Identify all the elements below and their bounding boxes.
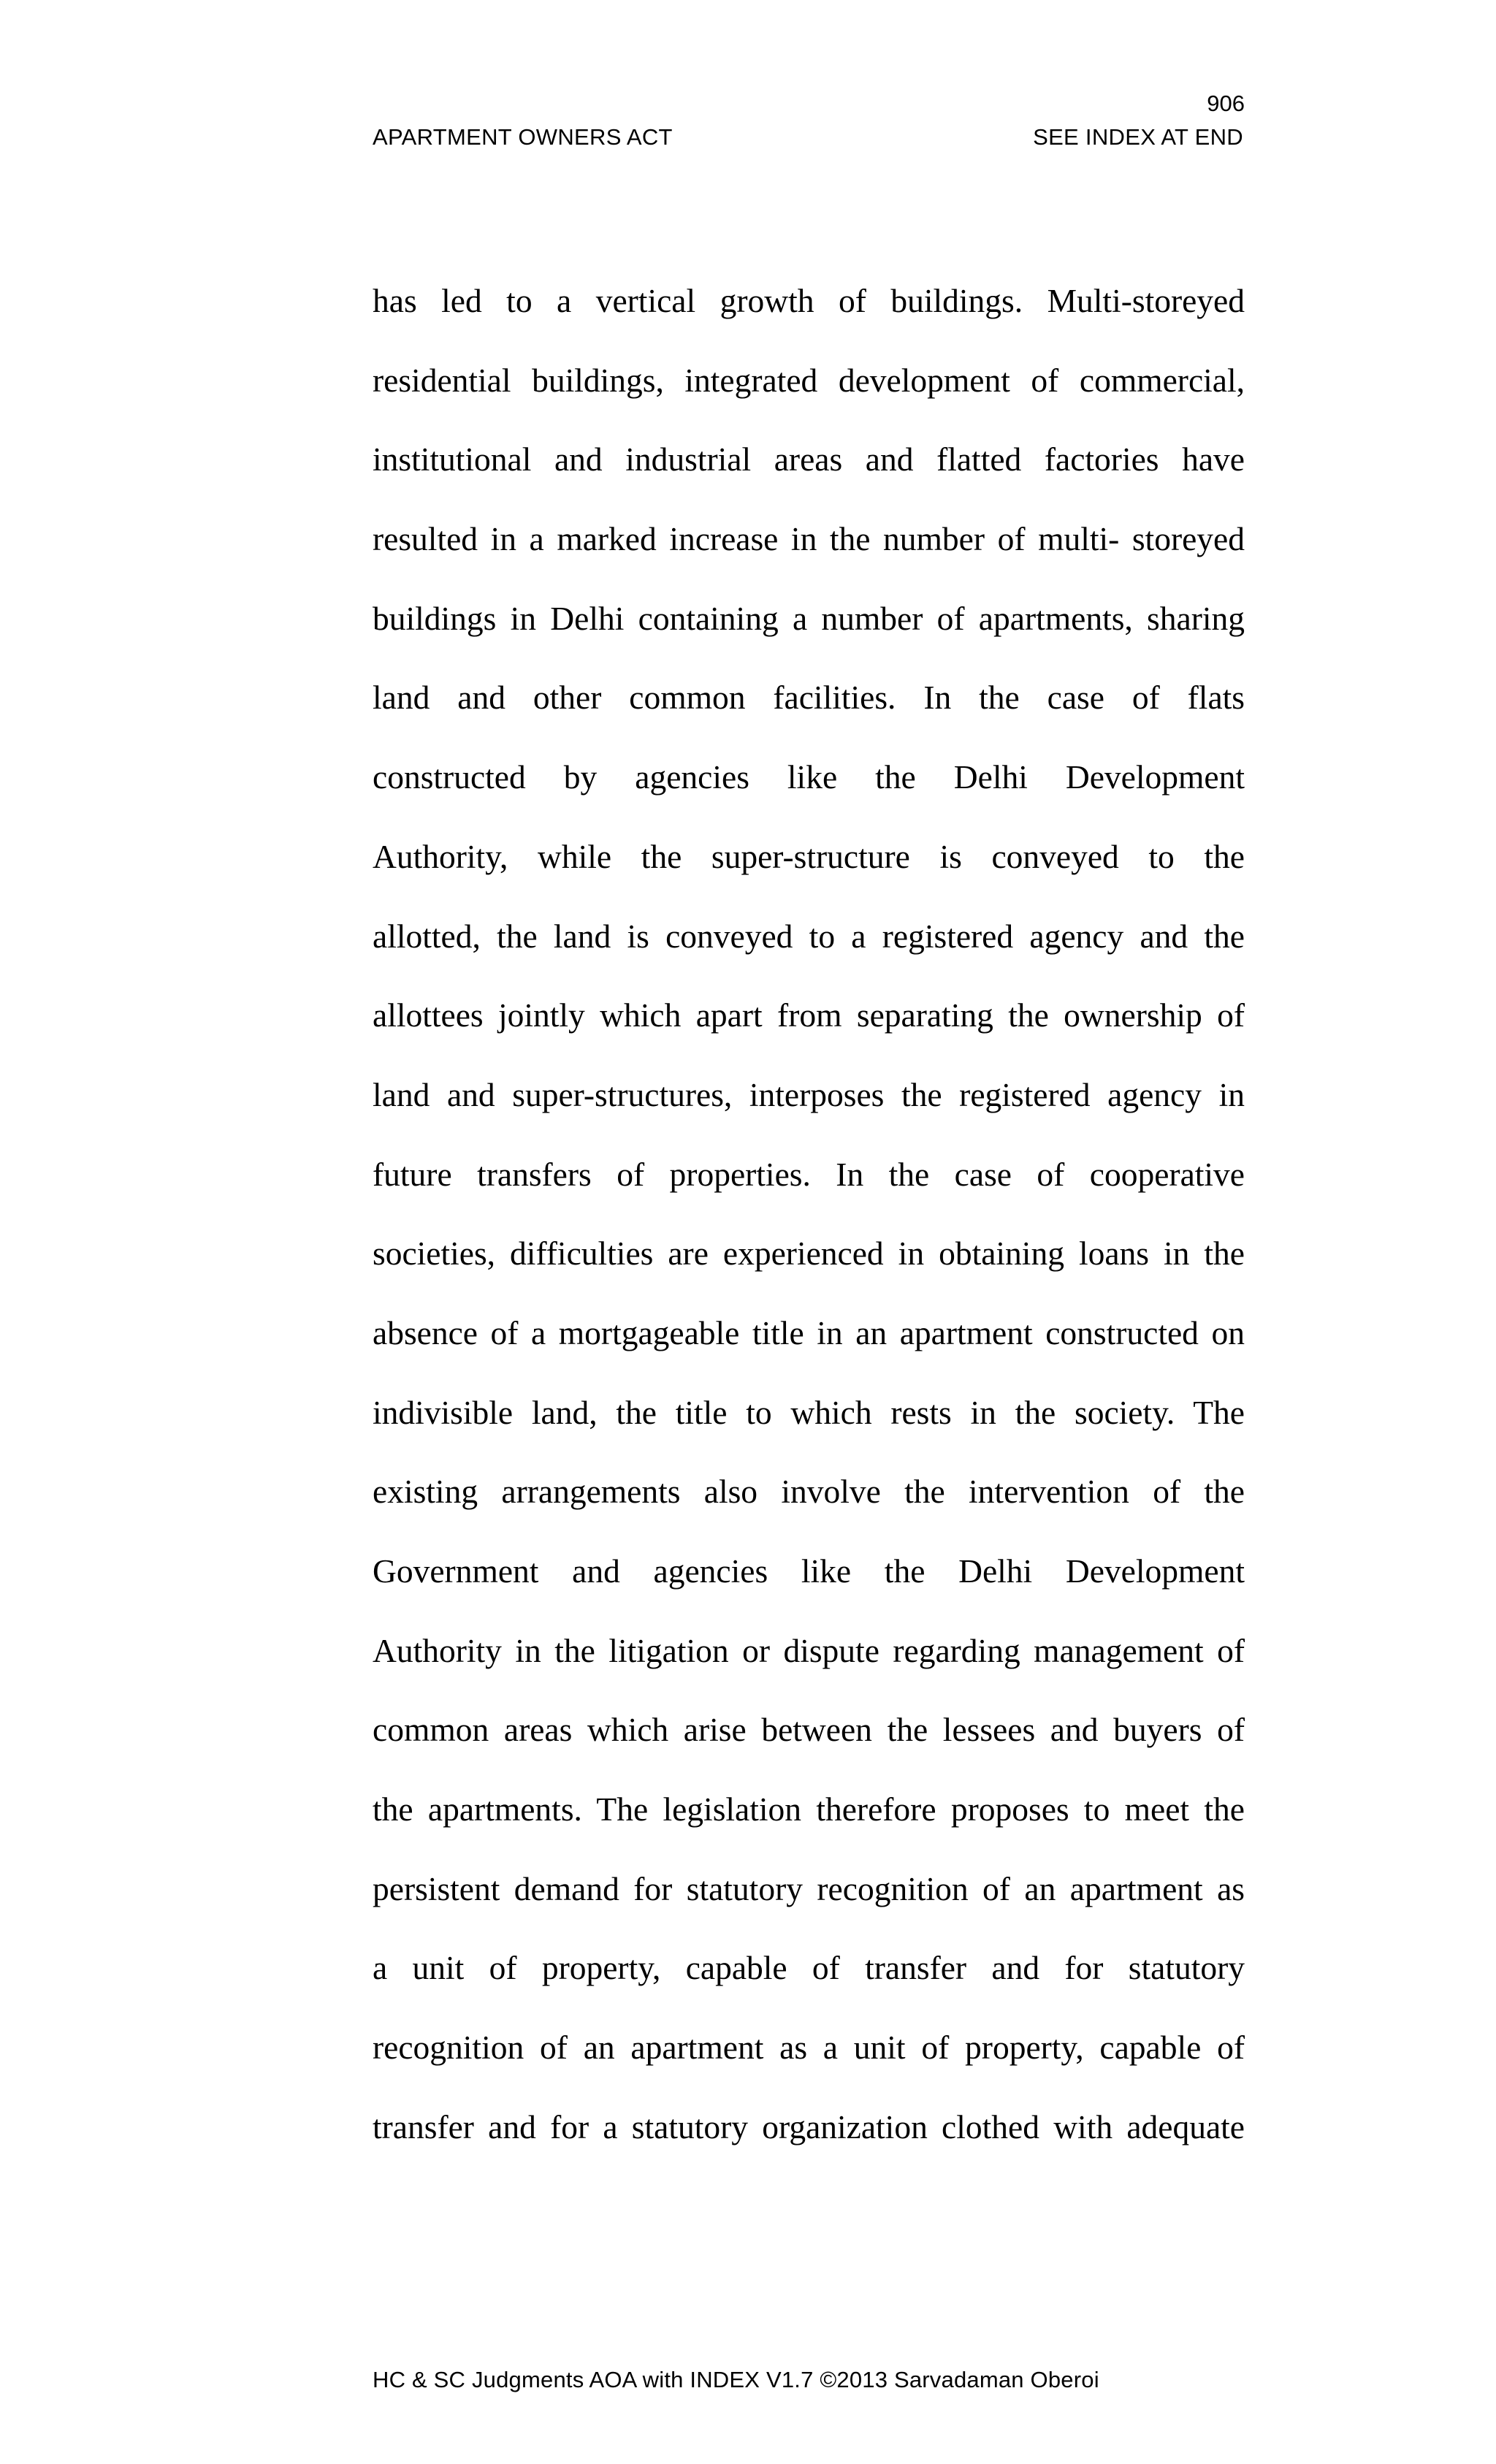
text-line: a unit of property, capable of transfer and for statutory — [373, 1949, 1245, 1987]
header-act-title: APARTMENT OWNERS ACT — [373, 124, 673, 150]
text-line: persistent demand for statutory recognition of an apartment as — [373, 1869, 1245, 1907]
body-paragraph — [373, 262, 1245, 2167]
text-line: transfer and for a statutory organization clothed with adequate — [373, 2108, 1245, 2145]
page-footer: HC & SC Judgments AOA with INDEX V1.7 ©2013 Sarvadaman Oberoi — [373, 2367, 1099, 2392]
text-line: residential buildings, integrated development of commercial, — [373, 361, 1245, 399]
text-line: allotted, the land is conveyed to a registered agency and the — [373, 917, 1245, 955]
text-line: resulted in a marked increase in the number of multi- storeyed — [373, 520, 1245, 558]
text-line: existing arrangements also involve the intervention of the — [373, 1473, 1245, 1511]
header-index-note: SEE INDEX AT END — [1033, 124, 1243, 150]
text-line: the apartments. The legislation therefore proposes to meet the — [373, 1790, 1245, 1828]
text-line: societies, difficulties are experienced in obtaining loans in the — [373, 1235, 1245, 1273]
text-line: absence of a mortgageable title in an apartment constructed on — [373, 1313, 1245, 1351]
text-line: allottees jointly which apart from separating the ownership of — [373, 996, 1245, 1034]
text-line: buildings in Delhi containing a number of apartments, sharing — [373, 599, 1245, 637]
text-line: common areas which arise between the lessees and buyers of — [373, 1711, 1245, 1749]
text-line: has led to a vertical growth of buildings. Multi-storeyed — [373, 282, 1245, 319]
text-line: Authority in the litigation or dispute regarding management of — [373, 1631, 1245, 1669]
text-line: constructed by agencies like the Delhi Development — [373, 758, 1245, 796]
text-line: recognition of an apartment as a unit of property, capable of — [373, 2029, 1245, 2067]
text-line: institutional and industrial areas and flatted factories have — [373, 440, 1245, 478]
page-number: 906 — [1207, 91, 1245, 116]
text-line: Authority, while the super-structure is conveyed to the — [373, 837, 1245, 875]
running-header — [373, 123, 1243, 152]
text-line: land and other common facilities. In the case of flats — [373, 679, 1245, 717]
text-line: indivisible land, the title to which rests in the society. The — [373, 1393, 1245, 1431]
text-line: land and super-structures, interposes the registered agency in — [373, 1075, 1245, 1113]
text-line: future transfers of properties. In the case of cooperative — [373, 1155, 1245, 1193]
text-line: Government and agencies like the Delhi Development — [373, 1552, 1245, 1590]
